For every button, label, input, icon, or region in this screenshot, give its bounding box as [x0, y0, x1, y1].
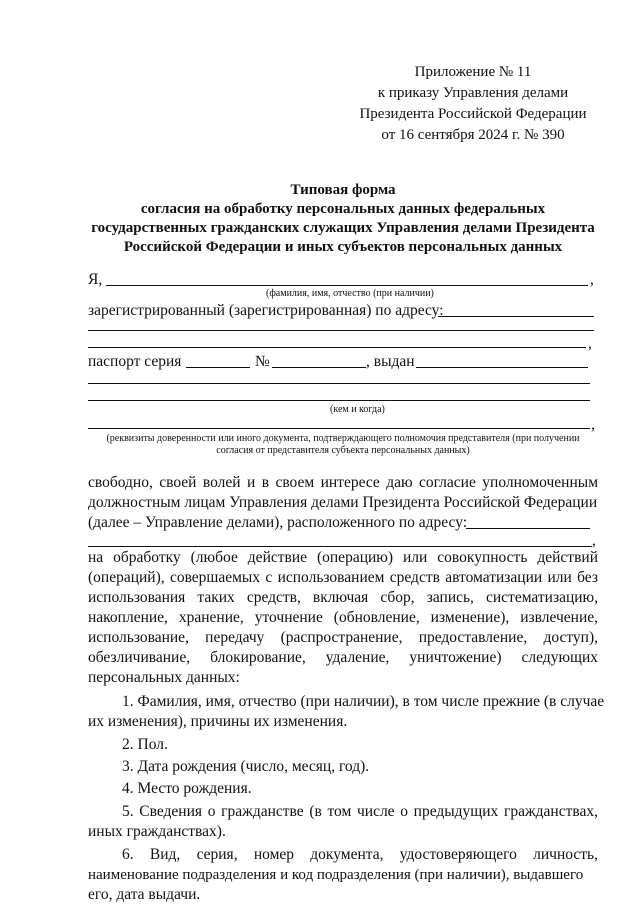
- representative-caption-2: согласия от представителя субъекта персональных данных): [216, 445, 470, 456]
- list-item-6-end: его, дата выдачи.: [88, 886, 201, 903]
- consent-line-3: (далее – Управление делами), расположенного по адресу:: [88, 514, 468, 531]
- processing-line-2: (операций), совершаемых с использованием средств автоматизации или без: [88, 569, 598, 586]
- processing-line-7: персональных данных:: [88, 669, 240, 686]
- address-field-3[interactable]: [88, 347, 586, 348]
- address-field-1[interactable]: [438, 316, 594, 317]
- passport-number-label: №: [255, 353, 270, 370]
- list-item-6: 6. Вид, серия, номер документа, удостоверяющего личность,: [122, 846, 598, 863]
- processing-line-3: использования таких средств, включая сбор, запись, систематизацию,: [88, 589, 598, 606]
- processing-line-1: на обработку (любое действие (операцию) или совокупность действий: [88, 549, 598, 566]
- passport-series-field[interactable]: [186, 367, 250, 368]
- processing-line-5: использование, передачу (распространение, предоставление, доступ),: [88, 629, 598, 646]
- org-address-field-1[interactable]: [466, 528, 590, 529]
- name-caption: (фамилия, имя, отчество (при наличии): [266, 288, 434, 299]
- appendix-order-ref: к приказу Управления делами: [377, 85, 569, 101]
- form-title: Типовая форма: [290, 182, 396, 198]
- issued-by-field-2[interactable]: [88, 383, 590, 384]
- issued-caption: (кем и когда): [330, 404, 385, 415]
- list-item-1: 1. Фамилия, имя, отчество (при наличии), в том числе прежние (в случае: [122, 693, 605, 710]
- form-subtitle-2: государственных гражданских служащих Управления делами Президента: [91, 220, 595, 236]
- consent-line-1: свободно, своей волей и в своем интересе даю согласие уполномоченным: [88, 474, 598, 491]
- address-label: зарегистрированный (зарегистрированная) по адресу:: [88, 302, 444, 319]
- issued-label: , выдан: [366, 353, 415, 370]
- list-item-5: 5. Сведения о гражданстве (в том числе о предыдущих гражданствах,: [122, 803, 598, 820]
- appendix-number: Приложение № 11: [414, 64, 532, 80]
- i-label: Я,: [88, 271, 103, 288]
- consent-line-2: должностным лицам Управления делами Президента Российской Федерации: [88, 494, 598, 511]
- list-item-3: 3. Дата рождения (число, месяц, год).: [122, 758, 370, 775]
- list-item-4: 4. Место рождения.: [122, 780, 252, 797]
- form-subtitle-3: Российской Федерации и иных субъектов персональных данных: [123, 239, 563, 255]
- org-address-field-2[interactable]: [88, 546, 592, 547]
- list-item-2: 2. Пол.: [122, 736, 168, 753]
- list-item-6-cont: наименование подразделения и код подразделения (при наличии), выдавшего: [88, 867, 584, 883]
- representative-doc-field[interactable]: [88, 428, 590, 429]
- address-comma: ,: [588, 335, 592, 352]
- passport-number-field[interactable]: [272, 367, 366, 368]
- form-subtitle-1: согласия на обработку персональных данных федеральных: [140, 201, 546, 217]
- org-address-comma: ,: [592, 532, 596, 549]
- issued-by-field-3[interactable]: [88, 400, 590, 401]
- processing-line-4: накопление, хранение, уточнение (обновление, изменение), извлечение,: [88, 609, 598, 626]
- address-field-2[interactable]: [88, 330, 594, 331]
- name-field[interactable]: [106, 285, 588, 286]
- representative-comma: ,: [591, 416, 595, 433]
- issued-by-field-1[interactable]: [416, 367, 588, 368]
- list-item-1-cont: их изменения), причины их изменения.: [88, 713, 348, 730]
- appendix-date: от 16 сентября 2024 г. № 390: [381, 127, 565, 143]
- list-item-5-cont: иных гражданствах).: [88, 823, 226, 840]
- appendix-org: Президента Российской Федерации: [359, 106, 587, 122]
- representative-caption-1: (реквизиты доверенности или иного документа, подтверждающего полномочия представителя (при получении: [106, 433, 580, 444]
- processing-line-6: обезличивание, блокирование, удаление, уничтожение) следующих: [88, 649, 598, 666]
- passport-label: паспорт серия: [88, 353, 182, 370]
- name-comma: ,: [590, 271, 594, 288]
